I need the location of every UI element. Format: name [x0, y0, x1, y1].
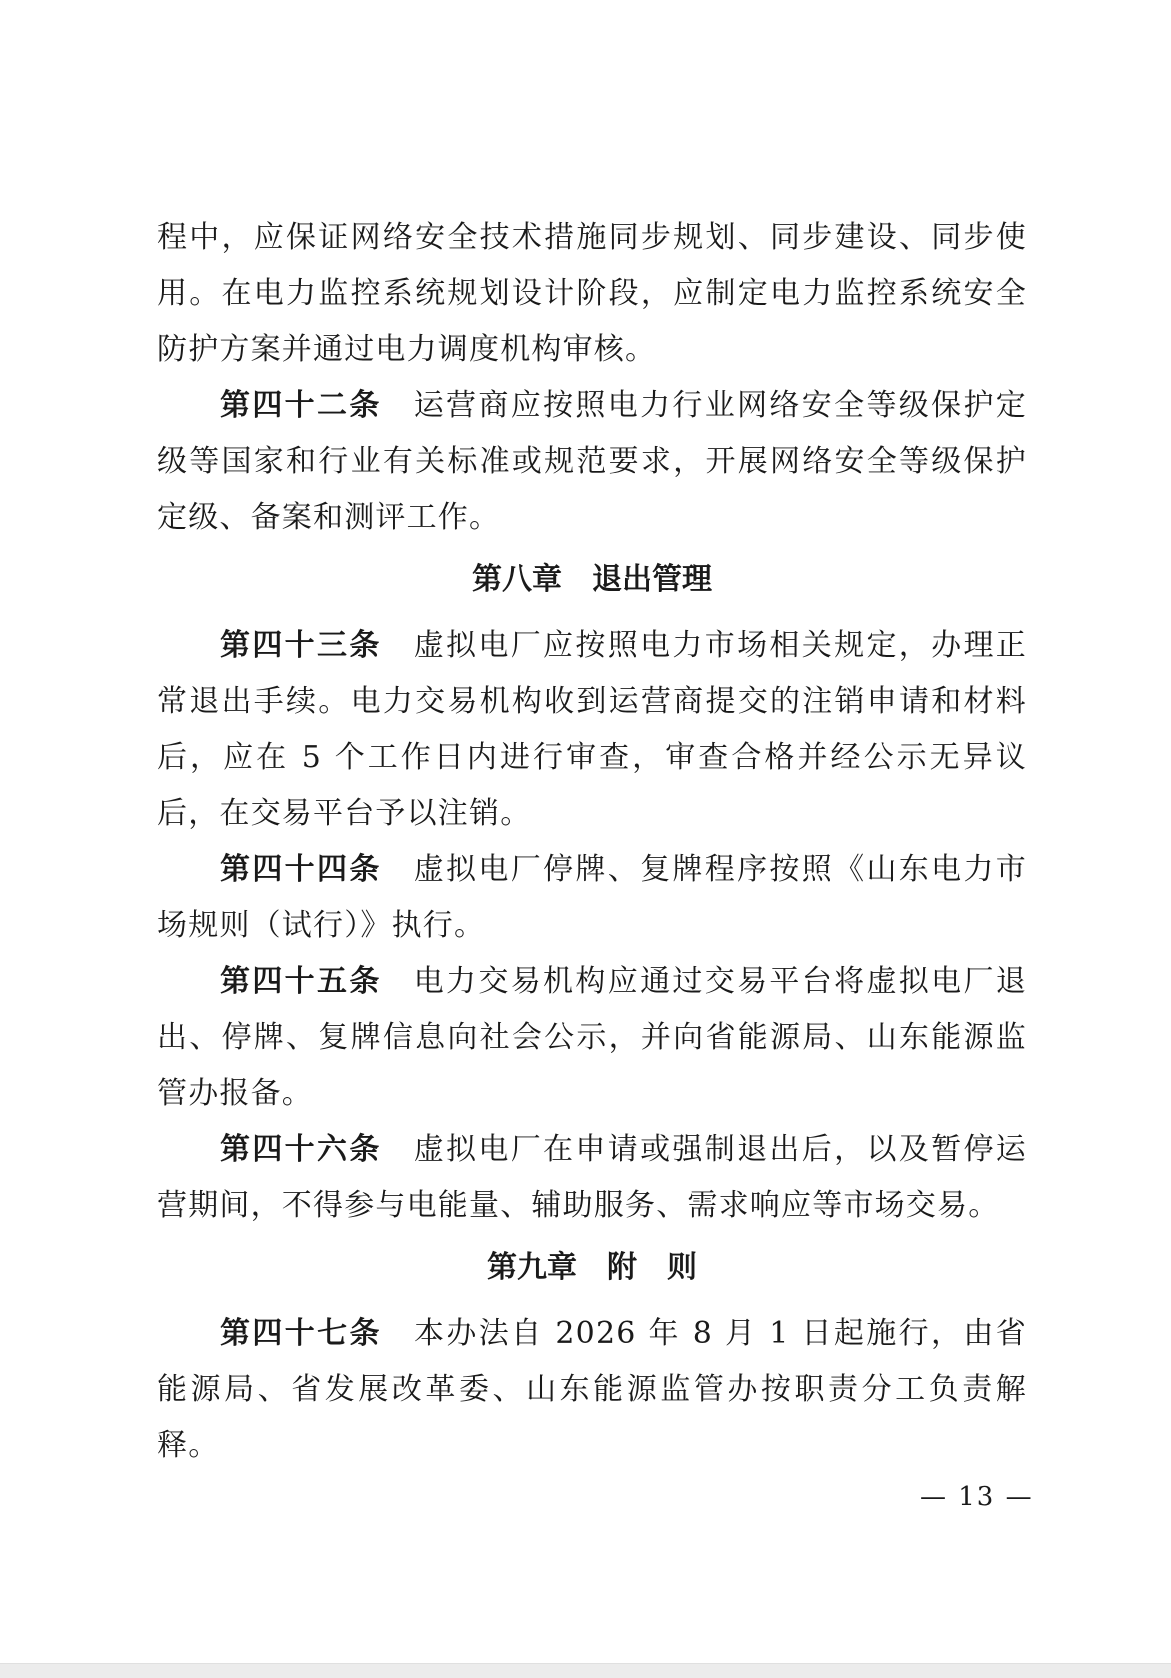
article-47-number: 第四十七条 — [220, 1316, 382, 1351]
article-44-number: 第四十四条 — [220, 852, 382, 887]
article-44 — [157, 842, 1027, 954]
article-43 — [157, 618, 1027, 842]
article-42-number: 第四十二条 — [220, 388, 382, 423]
article-43-number: 第四十三条 — [220, 628, 382, 663]
article-46-text: 虚拟电厂在申请或强制退出后，以及暂停运营期间，不得参与电能量、辅助服务、需求响应等市场交易。 — [157, 1132, 1027, 1223]
article-47-text: 本办法自 2026 年 8 月 1 日起施行，由省能源局、省发展改革委、山东能源监管办按职责分工负责解释。 — [157, 1316, 1028, 1463]
article-46 — [157, 1122, 1027, 1234]
article-45-number: 第四十五条 — [220, 964, 382, 999]
article-47 — [157, 1306, 1027, 1474]
article-45-text: 电力交易机构应通过交易平台将虚拟电厂退出、停牌、复牌信息向社会公示，并向省能源局、山东能源监管办报备。 — [157, 964, 1027, 1111]
chapter-8-heading: 第八章 退出管理 — [472, 562, 712, 597]
article-42 — [157, 378, 1027, 546]
article-44-text: 虚拟电厂停牌、复牌程序按照《山东电力市场规则（试行）》执行。 — [157, 852, 1027, 943]
page-number: — 13 — — [920, 1482, 1034, 1512]
article-46-number: 第四十六条 — [220, 1132, 382, 1167]
article-42-text: 运营商应按照电力行业网络安全等级保护定级等国家和行业有关标准或规范要求，开展网络安全等级保护定级、备案和测评工作。 — [157, 388, 1027, 535]
paragraph-continued: 程中，应保证网络安全技术措施同步规划、同步建设、同步使用。在电力监控系统规划设计阶段，应制定电力监控系统安全防护方案并通过电力调度机构审核。 — [157, 220, 1027, 367]
article-45 — [157, 954, 1027, 1122]
document-body — [157, 210, 1027, 1474]
chapter-9-heading: 第九章 附 则 — [487, 1250, 697, 1285]
page-bottom-edge — [0, 1663, 1171, 1678]
article-43-text: 虚拟电厂应按照电力市场相关规定，办理正常退出手续。电力交易机构收到运营商提交的注销申请和材料后，应在 5 个工作日内进行审查，审查合格并经公示无异议后，在交易平台予以注销。 — [157, 628, 1027, 831]
